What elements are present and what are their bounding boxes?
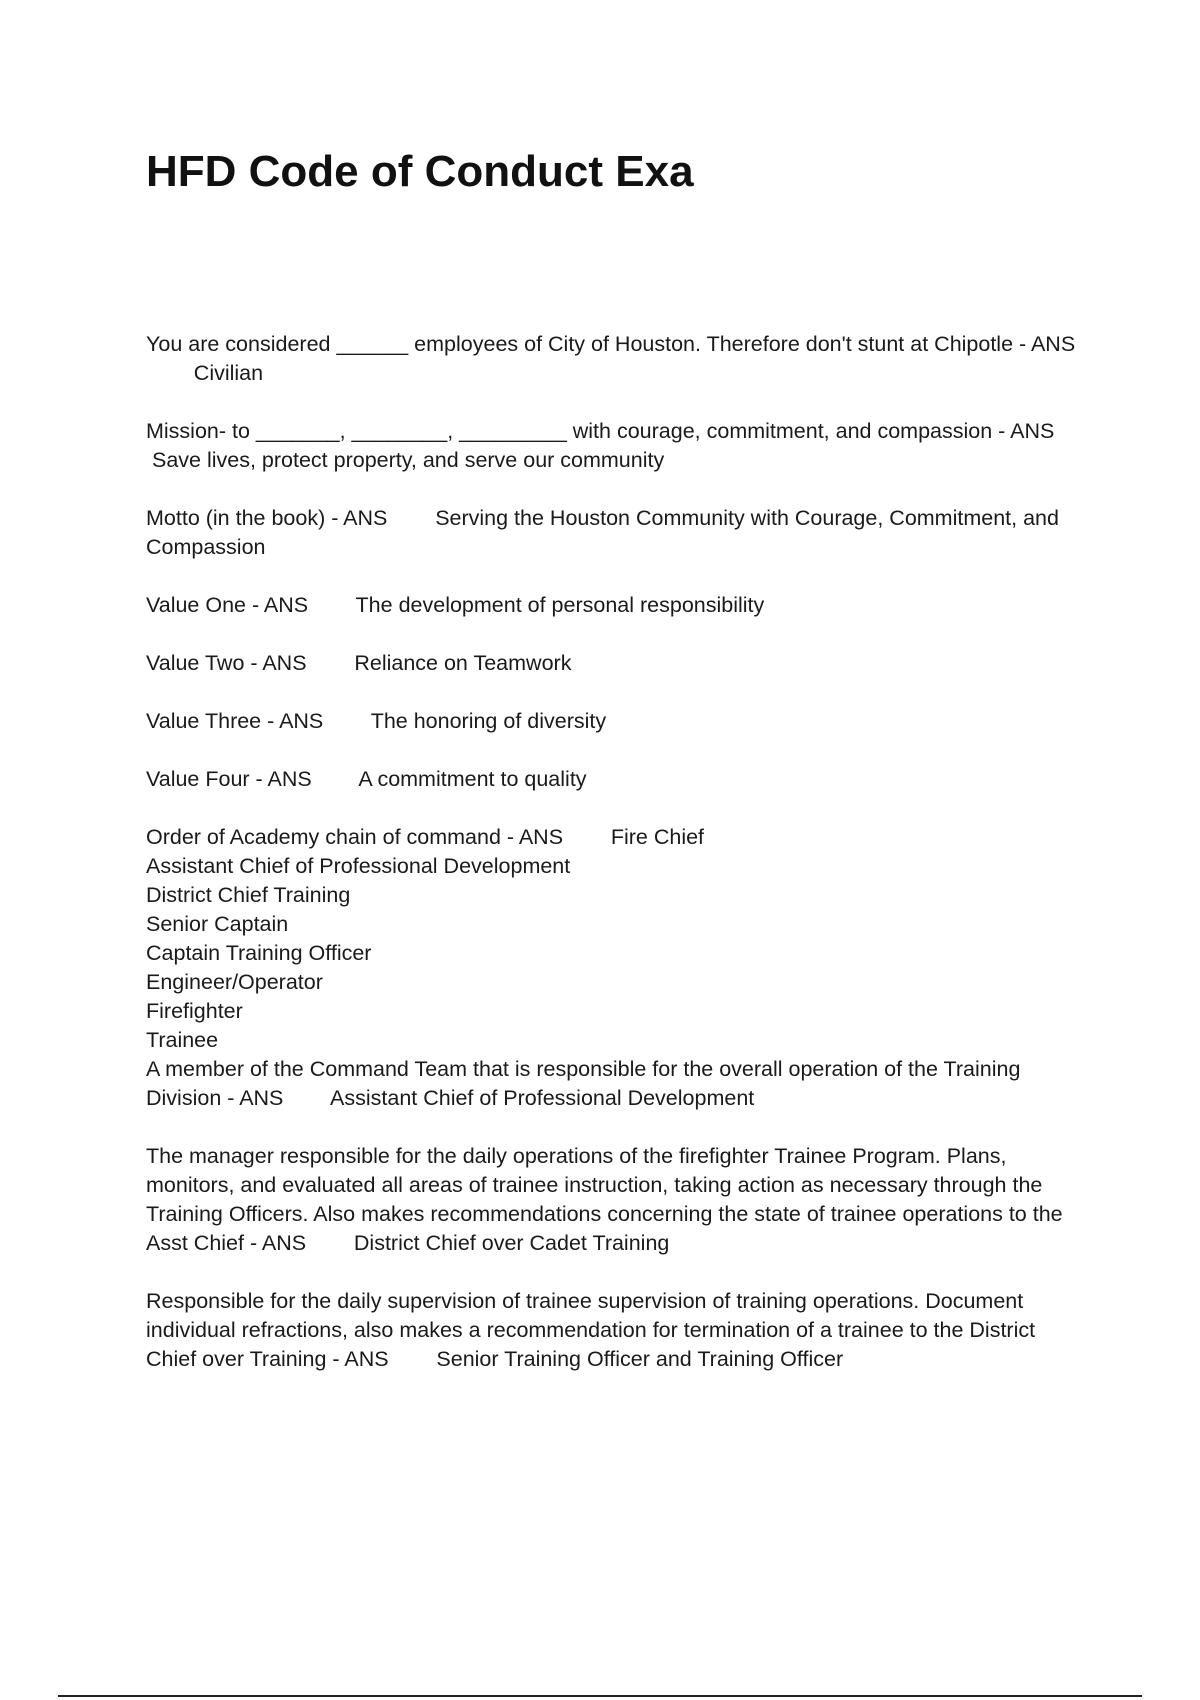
qa-item: [146, 330, 1076, 388]
chain-item: Trainee: [146, 1028, 219, 1052]
qa-answer: Assistant Chief of Professional Development: [330, 1086, 755, 1110]
qa-question: Value Two - ANS: [146, 651, 307, 675]
qa-item: [146, 707, 1076, 736]
qa-item: [146, 1055, 1076, 1113]
qa-item: [146, 649, 1076, 678]
qa-item: [146, 1287, 1076, 1374]
chain-of-command: [146, 823, 1076, 1055]
chain-item: Captain Training Officer: [146, 941, 372, 965]
chain-item: Engineer/Operator: [146, 970, 323, 994]
footer-divider: [58, 1695, 1142, 1697]
qa-question: Value Three - ANS: [146, 709, 324, 733]
qa-answer: Senior Training Officer and Training Officer: [436, 1347, 844, 1371]
qa-question: The manager responsible for the daily operations of the firefighter Trainee Program. Plans, monitors, and evaluated all areas of trainee instruction, taking action as necessary through the Training Officers. Also makes recommendations concerning the state of trainee operations to the Asst Chief - ANS: [146, 1144, 1068, 1255]
qa-question: You are considered ______ employees of City of Houston. Therefore don't stunt at Chipotle - ANS: [146, 332, 1076, 356]
qa-answer: The development of personal responsibility: [355, 593, 765, 617]
qa-question: Value Four - ANS: [146, 767, 312, 791]
qa-question: Value One - ANS: [146, 593, 309, 617]
chain-item: Fire Chief: [610, 825, 705, 849]
qa-answer: A commitment to quality: [358, 767, 587, 791]
qa-item: [146, 504, 1076, 562]
qa-answer: Civilian: [193, 361, 264, 385]
chain-item: Firefighter: [146, 999, 243, 1023]
chain-item: Senior Captain: [146, 912, 289, 936]
qa-question: Motto (in the book) - ANS: [146, 506, 388, 530]
page-title: HFD Code of Conduct Exa: [146, 147, 694, 196]
qa-question: Responsible for the daily supervision of trainee supervision of training operations. Document individual refractions, also makes a recommendation for termination of a trainee to the District Chief over Training - ANS: [146, 1289, 1042, 1371]
qa-list: [146, 330, 1076, 1403]
qa-question: Mission- to _______, ________, _________ with courage, commitment, and compassion - ANS: [146, 419, 1055, 443]
qa-answer: Save lives, protect property, and serve our community: [151, 448, 665, 472]
qa-item: [146, 417, 1076, 475]
qa-item: [146, 765, 1076, 794]
chain-item: Assistant Chief of Professional Development: [146, 854, 571, 878]
qa-question: A member of the Command Team that is responsible for the overall operation of the Training Division - ANS: [146, 1057, 1027, 1110]
qa-answer: Reliance on Teamwork: [354, 651, 572, 675]
qa-answer: District Chief over Cadet Training: [353, 1231, 670, 1255]
chain-question: Order of Academy chain of command - ANS: [146, 825, 564, 849]
chain-item: District Chief Training: [146, 883, 351, 907]
qa-answer: The honoring of diversity: [370, 709, 607, 733]
qa-answer: Serving the Houston Community with Courage, Commitment, and Compassion: [146, 506, 1059, 559]
qa-item: [146, 1142, 1076, 1258]
qa-item: [146, 591, 1076, 620]
